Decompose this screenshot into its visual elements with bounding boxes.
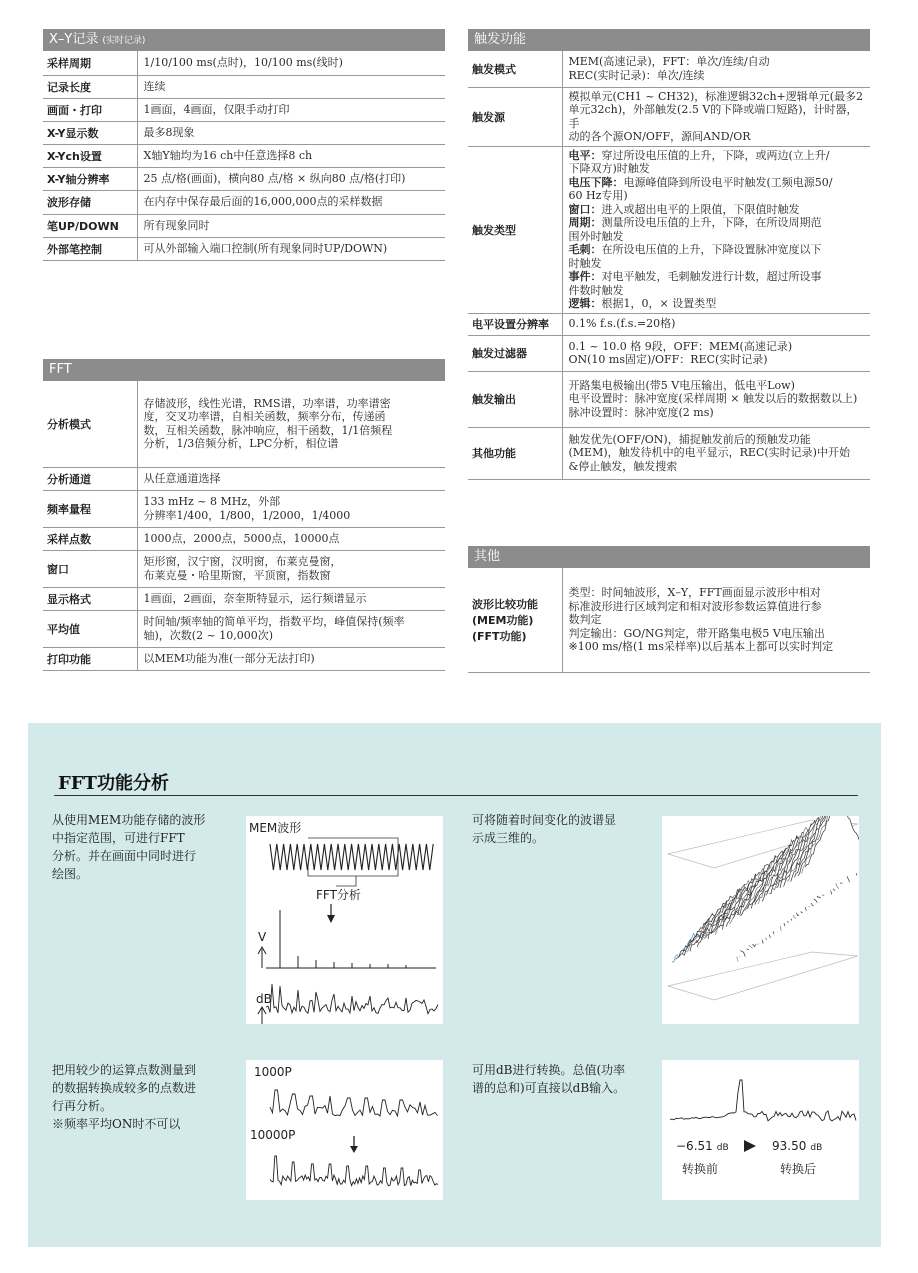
3d-spectrum-figure (662, 816, 859, 1024)
mem-waveform-trace (270, 844, 433, 870)
other-value-line: 数判定 (568, 613, 602, 626)
3d-spectrum-svg (662, 816, 859, 1024)
trigger-type-text: 时触发 (568, 256, 602, 270)
other-row-key-line: (FFT功能) (472, 629, 527, 643)
xy-row-value: 可从外部输入端口控制(所有现象同时UP/DOWN) (137, 237, 445, 260)
xy-row-value: 连续 (137, 75, 445, 98)
point-conversion-description (52, 1061, 237, 1133)
fft-analysis-panel (28, 723, 881, 1247)
fft-row-key: 打印功能 (43, 647, 137, 670)
xy-row (43, 190, 445, 214)
trigger-row (468, 335, 870, 371)
trigger-value-line: 脉冲设置时：脉冲宽度(2 ms) (568, 405, 714, 419)
before-label: 转换前 (682, 1162, 719, 1176)
description-line: 绘图。 (52, 867, 89, 881)
fft-row-key: 频率量程 (43, 490, 137, 527)
trigger-type-name: 周期： (568, 216, 602, 229)
xy-row-key: 记录长度 (43, 75, 137, 98)
xy-row-value: 在内存中保存最后面的16,000,000点的采样数据 (137, 190, 445, 214)
trigger-type-name: 电平： (568, 148, 602, 162)
trigger-type-text: 对电平触发，毛刺触发进行计数，超过所设事 (601, 270, 822, 283)
xy-record-title: X–Y记录 (49, 32, 99, 47)
trigger-value-line: MEM(高速记录)，FFT：单次/连续/自动 (568, 55, 770, 69)
fft-row-key: 显示格式 (43, 587, 137, 610)
trigger-value-line: &停止触发，触发搜索 (568, 459, 678, 473)
xy-row-key: 波形存储 (43, 190, 137, 214)
point-conversion-figure (246, 1060, 443, 1200)
description-line: 的数据转换成较多的点数进 (52, 1081, 197, 1095)
trigger-type-text: 进入或超出电平的上限值，下限值时触发 (601, 202, 800, 216)
fft-row-value (137, 381, 445, 467)
before-value: −6.51 dB (676, 1139, 729, 1153)
v-axis-label: V (258, 930, 267, 944)
trigger-row (468, 427, 870, 479)
xy-record-subtitle: (实时记录) (102, 36, 146, 46)
trigger-row-key: 触发类型 (468, 146, 562, 313)
fft-row (43, 647, 445, 670)
other-row-key-line: (MEM功能) (472, 613, 534, 627)
trigger-row-key: 触发输出 (468, 371, 562, 427)
label-10000p: 10000P (250, 1128, 296, 1142)
fft-value-line: 轴)，次数(2 ~ 10,000次) (143, 628, 274, 642)
trigger-type-text: 60 Hz专用) (568, 189, 628, 202)
other-row (468, 568, 870, 672)
trace-10000p (270, 1156, 438, 1186)
xy-row (43, 214, 445, 237)
trigger-value-line: 单元32ch)，外部触发(2.5 V的下降或端口短路)，计时器，手 (568, 103, 858, 130)
trigger-value-line (569, 189, 865, 203)
fft-analysis-label: FFT分析 (316, 888, 361, 902)
trigger-value-line (569, 176, 865, 190)
range-connector (336, 876, 356, 886)
trigger-value-line (569, 284, 865, 298)
fft-row-value (137, 550, 445, 587)
linear-spectrum-trace (266, 910, 436, 968)
xy-row (43, 98, 445, 121)
trigger-type-text: 在所设电压值的上升，下降设置脉冲宽度以下 (601, 243, 822, 256)
trigger-value-line (569, 297, 865, 311)
xy-row-value: X轴Y轴均为16 ch中任意选择8 ch (137, 144, 445, 167)
xy-row-key: X-Ych设置 (43, 144, 137, 167)
trigger-header (468, 29, 870, 51)
fft-section (43, 359, 445, 671)
db-conversion-description (472, 1061, 657, 1097)
point-conversion-svg (246, 1060, 443, 1200)
xy-row-key: X-Y轴分辨率 (43, 167, 137, 190)
fft-analysis-title: FFT功能分析 (58, 773, 169, 794)
fft-table (43, 381, 445, 671)
title-divider (54, 795, 858, 796)
trigger-row-key: 电平设置分辨率 (468, 313, 562, 335)
trigger-row (468, 87, 870, 146)
fft-row (43, 527, 445, 550)
xy-record-header (43, 29, 445, 51)
description-line: 把用较少的运算点数测量到 (52, 1063, 197, 1077)
xy-row-value: 所有现象同时 (137, 214, 445, 237)
xy-row-key: 笔UP/DOWN (43, 214, 137, 237)
mem-fft-description (52, 811, 232, 883)
down-arrow-head (327, 915, 335, 923)
trigger-type-text: 下降双方)时触发 (568, 162, 650, 175)
trigger-type-name: 窗口： (568, 202, 602, 216)
description-line: ※频率平均ON时不可以 (52, 1117, 181, 1131)
xy-row (43, 167, 445, 190)
mem-waveform-label: MEM波形 (249, 821, 302, 835)
trigger-value-line (569, 270, 865, 284)
fft-row (43, 467, 445, 490)
xy-row-key: 采样周期 (43, 51, 137, 75)
trigger-type-name: 事件： (568, 270, 602, 283)
other-row-key (468, 568, 562, 672)
trigger-type-text: 围外时触发 (568, 229, 624, 243)
trigger-value-line: 电平设置时：脉冲宽度(采样周期 × 触发以后的数据数以上) (568, 392, 858, 406)
trigger-type-name: 毛刺： (568, 243, 602, 256)
db-spectrum-trace (670, 1080, 856, 1121)
fft-row (43, 550, 445, 587)
other-value-line: ※100 ms/格(1 ms采样率)以后基本上都可以实时判定 (568, 640, 834, 653)
description-line: 示成三维的。 (472, 831, 545, 845)
fft-value-line: 矩形窗，汉宁窗，汉明窗，布莱克曼窗， (143, 555, 342, 568)
3d-spectrum-traces (672, 816, 859, 962)
trigger-row (468, 371, 870, 427)
xy-row (43, 237, 445, 260)
fft-value-line: 度，交叉功率谱，自相关函数，频率分布，传递函 (143, 410, 386, 424)
xy-row-key: X-Y显示数 (43, 121, 137, 144)
trigger-value-line: 0.1% f.s.(f.s.=20格) (568, 317, 676, 331)
trigger-row-value (562, 51, 870, 87)
3d-spectrum-description (472, 811, 657, 847)
fft-row-value (137, 490, 445, 527)
fft-value-line: 分析，1/3倍频分析，LPC分析，相位谱 (143, 437, 339, 451)
trigger-value-line: 触发优先(OFF/ON)，捕捉触发前后的预触发功能 (568, 432, 811, 446)
trigger-section (468, 29, 870, 480)
trigger-type-text: 件数时触发 (568, 283, 624, 297)
fft-value-line: 数，互相关函数，脉冲响应，相干函数，1/1倍频程 (143, 423, 393, 437)
db-axis-arrow (258, 1007, 266, 1024)
trigger-row-value (562, 335, 870, 371)
trigger-row-key: 触发过滤器 (468, 335, 562, 371)
trigger-value-line: REC(实时记录)：单次/连续 (568, 68, 705, 82)
xy-row-key: 外部笔控制 (43, 237, 137, 260)
play-triangle-icon (744, 1140, 756, 1152)
fft-title: FFT (49, 362, 72, 377)
fft-value-line: 时间轴/频率轴的简单平均，指数平均，峰值保持(频率 (143, 615, 405, 628)
fft-row-key: 平均值 (43, 610, 137, 647)
fft-row-key: 采样点数 (43, 527, 137, 550)
fft-row (43, 381, 445, 467)
trigger-value-line: 模拟单元(CH1 ~ CH32)，标准逻辑32ch+逻辑单元(最多2 (568, 89, 864, 103)
description-line: 谱的总和)可直接以dB输入。 (472, 1081, 626, 1095)
trigger-row-key: 触发模式 (468, 51, 562, 87)
other-row-value (562, 568, 870, 672)
trigger-row-value (562, 427, 870, 479)
trigger-value-line: 0.1 ~ 10.0 格 9段，OFF：MEM(高速记录) (568, 339, 793, 353)
description-line: 可将随着时间变化的波谱显 (472, 813, 617, 827)
fft-row-value (137, 467, 445, 490)
db-axis-label: dB (256, 992, 272, 1006)
fft-row-value (137, 587, 445, 610)
fft-row-value (137, 610, 445, 647)
fft-row-value (137, 647, 445, 670)
fft-value-line: 1000点，2000点，5000点，10000点 (143, 531, 340, 545)
other-value-line: 类型：时间轴波形，X–Y，FFT画面显示波形中相对 (568, 586, 821, 599)
fft-value-line: 1画面，2画面，奈奎斯特显示，运行频谱显示 (143, 591, 367, 605)
xy-row-value: 1/10/100 ms(点时)，10/100 ms(线时) (137, 51, 445, 75)
xy-record-section (43, 29, 445, 261)
description-line: 分析。并在画面中同时进行 (52, 849, 197, 863)
fft-value-line: 存储波形，线性光谱，RMS谱，功率谱，功率谱密 (143, 396, 391, 410)
trigger-value-line (569, 203, 865, 217)
trigger-row-value (562, 371, 870, 427)
fft-row-value (137, 527, 445, 550)
fft-row (43, 610, 445, 647)
down-arrow-head (350, 1146, 358, 1153)
other-header (468, 546, 870, 568)
v-axis-arrow (258, 947, 266, 968)
trigger-row (468, 146, 870, 313)
trigger-value-line: 动的各个源ON/OFF，源间AND/OR (568, 130, 751, 143)
trigger-value-line: ON(10 ms固定)/OFF：REC(实时记录) (568, 353, 768, 366)
other-row-key-line: 波形比较功能 (472, 597, 538, 611)
fft-header (43, 359, 445, 381)
trigger-value-line: (MEM)，触发待机中的电平显示，REC(实时记录)中开始 (568, 446, 850, 460)
xy-row (43, 144, 445, 167)
fft-row-key: 窗口 (43, 550, 137, 587)
xy-row (43, 75, 445, 98)
trigger-type-text: 测量所设电压值的上升，下降，在所设周期范 (601, 216, 822, 229)
xy-row-value: 25 点/格(画面)，横向80 点/格 × 纵向80 点/格(打印) (137, 167, 445, 190)
trigger-value-line (569, 243, 865, 257)
trigger-table (468, 51, 870, 480)
mem-fft-figure-svg (246, 816, 443, 1024)
trigger-value-line (569, 162, 865, 176)
other-value-line: 判定输出：GO/NG判定，带开路集电极5 V电压输出 (568, 626, 825, 640)
fft-row (43, 490, 445, 527)
after-label: 转换后 (780, 1162, 817, 1176)
xy-row-value: 最多8现象 (137, 121, 445, 144)
xy-row (43, 51, 445, 75)
fft-value-line: 布莱克曼・哈里斯窗，平顶窗，指数窗 (143, 568, 331, 582)
description-line: 从使用MEM功能存储的波形 (52, 813, 206, 827)
mem-fft-figure (246, 816, 443, 1024)
other-section (468, 546, 870, 673)
trigger-type-text: 穿过所设电压值的上升，下降，或两边(立上升/ (601, 148, 830, 162)
fft-row-key: 分析模式 (43, 381, 137, 467)
label-1000p: 1000P (254, 1065, 292, 1079)
xy-row (43, 121, 445, 144)
xy-record-table (43, 51, 445, 261)
trigger-value-line: 开路集电极输出(带5 V电压输出，低电平Low) (568, 378, 795, 392)
xy-row-value: 1画面，4画面，仅限手动打印 (137, 98, 445, 121)
description-line: 中指定范围，可进行FFT (52, 831, 185, 845)
after-value: 93.50 dB (772, 1139, 823, 1153)
xy-row-key: 画面・打印 (43, 98, 137, 121)
db-spectrum-trace (266, 984, 438, 1014)
trigger-type-name: 逻辑： (568, 297, 602, 310)
other-table (468, 568, 870, 673)
trace-1000p (270, 1090, 438, 1116)
db-conversion-figure (662, 1060, 859, 1200)
trigger-type-text: 电源峰值降到所设电平时触发(工频电源50/ (623, 175, 833, 189)
trigger-row (468, 51, 870, 87)
trigger-row-value (562, 146, 870, 313)
fft-row-key: 分析通道 (43, 467, 137, 490)
trigger-value-line (569, 257, 865, 271)
other-title: 其他 (474, 549, 501, 564)
trigger-row-value (562, 313, 870, 335)
trigger-value-line (569, 149, 865, 163)
other-value-line: 标准波形进行区域判定和相对波形参数运算值进行参 (568, 599, 822, 613)
fft-value-line: 从任意通道选择 (143, 471, 221, 485)
fft-row (43, 587, 445, 610)
trigger-title: 触发功能 (474, 32, 527, 47)
trigger-row-value (562, 87, 870, 146)
trigger-value-line (569, 216, 865, 230)
trigger-type-text: 根据1，0，× 设置类型 (601, 297, 717, 310)
trigger-row (468, 313, 870, 335)
trigger-value-line (569, 230, 865, 244)
description-line: 可用dB进行转换。总值(功率 (472, 1063, 626, 1077)
fft-value-line: 以MEM功能为准(一部分无法打印) (143, 651, 315, 665)
trigger-row-key: 其他功能 (468, 427, 562, 479)
description-line: 行再分析。 (52, 1099, 113, 1113)
trigger-row-key: 触发源 (468, 87, 562, 146)
trigger-type-name: 电压下降： (568, 175, 624, 189)
fft-value-line: 分辨率1/400，1/800，1/2000，1/4000 (143, 508, 351, 522)
db-conversion-svg (662, 1060, 859, 1200)
fft-value-line: 133 mHz ~ 8 MHz，外部 (143, 495, 281, 508)
